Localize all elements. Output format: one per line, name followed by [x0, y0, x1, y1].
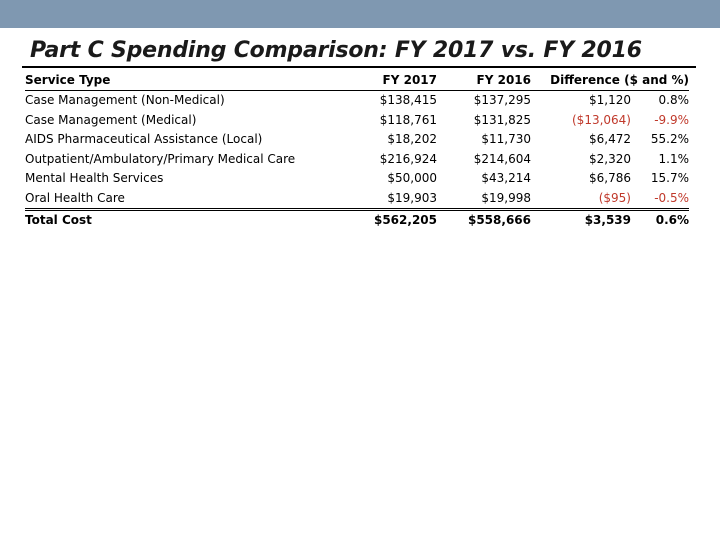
difference-percent-cell: -9.9% [654, 112, 690, 127]
table-row [25, 169, 689, 189]
fy2017-cell: $138,415 [379, 93, 437, 108]
service-type-cell: Mental Health Services [25, 171, 164, 186]
fy2016-cell: $137,295 [473, 93, 531, 108]
table-row [25, 149, 689, 169]
fy2016-cell: $43,214 [481, 171, 531, 186]
total-difference-percent: 0.6% [631, 209, 689, 230]
difference-amount-cell: $1,120 [589, 93, 631, 108]
difference-percent-cell: -0.5% [654, 190, 690, 205]
fy2016-cell: $11,730 [481, 132, 531, 147]
table-row [25, 188, 689, 209]
header-fy2017: FY 2017 [343, 70, 437, 90]
fy2017-cell: $18,202 [387, 132, 437, 147]
header-difference: Difference ($ and %) [531, 70, 689, 90]
total-label: Total Cost [25, 209, 343, 230]
difference-percent-cell: 55.2% [650, 132, 690, 147]
table-header-row [25, 70, 689, 90]
total-fy2017: $562,205 [343, 209, 437, 230]
fy2016-cell: $131,825 [473, 112, 531, 127]
difference-percent-cell: 0.8% [658, 93, 690, 108]
service-type-cell: Case Management (Non-Medical) [25, 93, 225, 108]
difference-amount-cell: ($13,064) [572, 112, 631, 127]
service-type-cell: Outpatient/Ambulatory/Primary Medical Care [25, 151, 296, 166]
header-service-type: Service Type [25, 70, 343, 90]
spending-table [25, 70, 689, 230]
fy2017-cell: $50,000 [387, 171, 437, 186]
total-fy2016: $558,666 [437, 209, 531, 230]
difference-percent-cell: 1.1% [658, 151, 690, 166]
table-row [25, 110, 689, 130]
service-type-cell: Case Management (Medical) [25, 112, 197, 127]
total-row [25, 209, 689, 230]
difference-amount-cell: ($95) [598, 190, 631, 205]
title-divider [22, 66, 696, 68]
difference-percent-cell: 15.7% [650, 171, 690, 186]
page-title: Part C Spending Comparison: FY 2017 vs. FY 2016 [30, 38, 642, 63]
fy2017-cell: $118,761 [379, 112, 437, 127]
fy2017-cell: $216,924 [379, 151, 437, 166]
header-fy2016: FY 2016 [437, 70, 531, 90]
top-banner [0, 0, 720, 28]
difference-amount-cell: $6,786 [589, 171, 631, 186]
table-row [25, 130, 689, 150]
difference-amount-cell: $2,320 [589, 151, 631, 166]
fy2016-cell: $19,998 [481, 190, 531, 205]
fy2017-cell: $19,903 [387, 190, 437, 205]
difference-amount-cell: $6,472 [589, 132, 631, 147]
fy2016-cell: $214,604 [473, 151, 531, 166]
table-row [25, 90, 689, 110]
service-type-cell: Oral Health Care [25, 190, 125, 205]
service-type-cell: AIDS Pharmaceutical Assistance (Local) [25, 132, 263, 147]
total-difference-amount: $3,539 [531, 209, 631, 230]
